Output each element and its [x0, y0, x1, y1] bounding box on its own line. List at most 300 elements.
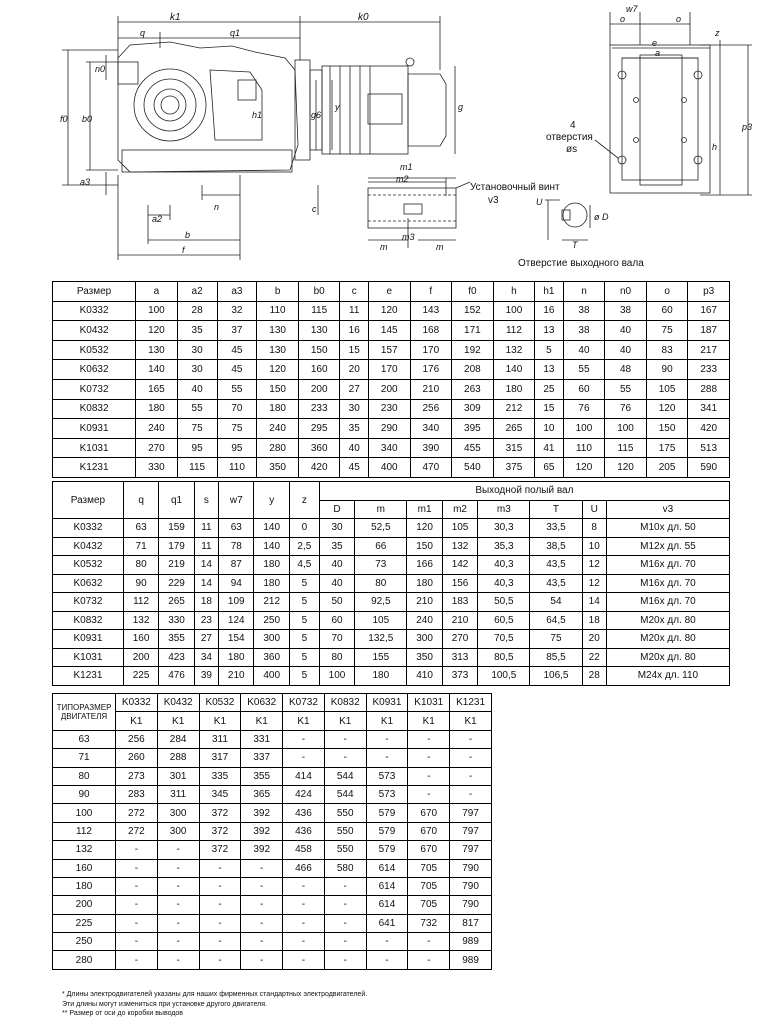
table1-row	[53, 438, 730, 458]
table1-cell: 70	[217, 399, 257, 419]
table2-cell: 78	[219, 537, 254, 556]
table1-cell: 5	[535, 340, 563, 360]
dim-a: a	[655, 48, 661, 58]
table2-cell: 410	[407, 667, 442, 686]
table3-k1-header: K1	[199, 712, 241, 730]
table3-size-header: K0432	[157, 694, 199, 712]
table2-cell: 8	[582, 519, 606, 538]
table1-cell: 10	[535, 419, 563, 439]
table3-row	[53, 841, 492, 859]
table1-cell: 60	[646, 301, 688, 321]
table1-cell: 230	[368, 399, 410, 419]
table2-row	[53, 593, 730, 612]
table3-row	[53, 822, 492, 840]
table3-cell: 132	[53, 841, 116, 859]
table2-cell: 5	[289, 648, 319, 667]
table2-cell: 240	[407, 611, 442, 630]
table2-cell: 73	[355, 556, 407, 575]
table3-cell: 614	[366, 877, 408, 895]
table2-cell: 210	[442, 611, 477, 630]
table1-header-cell: Размер	[53, 282, 136, 302]
table3-cell: 550	[324, 841, 366, 859]
table3-cell: 345	[199, 785, 241, 803]
table3-size-header: K1031	[408, 694, 450, 712]
table3-cell: -	[116, 951, 158, 969]
table3-cell: 670	[408, 822, 450, 840]
table2-cell: 12	[582, 574, 606, 593]
table2-cell: 11	[194, 537, 218, 556]
table3-cell: -	[324, 951, 366, 969]
table2-row	[53, 537, 730, 556]
table1-cell: 208	[452, 360, 494, 380]
table3-cell: -	[366, 730, 408, 748]
table2-cell: 112	[123, 593, 158, 612]
table3-cell: -	[116, 933, 158, 951]
table1-cell: 400	[368, 458, 410, 478]
table2-header-cell: T	[530, 500, 582, 519]
table3-cell: -	[450, 767, 492, 785]
table2-cell: K0832	[53, 611, 124, 630]
table1-cell: 210	[410, 379, 452, 399]
table2-cell: 210	[219, 667, 254, 686]
dim-g: g	[458, 102, 464, 112]
table2-cell: M20x дл. 80	[606, 611, 729, 630]
table3-corner-line-2: ДВИГАТЕЛЯ	[60, 711, 108, 721]
table3-cell: -	[283, 877, 325, 895]
table2-header-cell: U	[582, 500, 606, 519]
footnote-1: * Длины электродвигателей указаны для наших фирменных стандартных электродвигателей.	[62, 991, 368, 998]
table2-cell: 155	[355, 648, 407, 667]
table1-cell: 38	[605, 301, 647, 321]
table3-corner-cell	[53, 694, 116, 731]
table3-cell: -	[366, 933, 408, 951]
table1-cell: 315	[493, 438, 535, 458]
table1-cell: 75	[217, 419, 257, 439]
table1-cell: 340	[410, 419, 452, 439]
table2-header-cell: y	[254, 482, 289, 519]
table1-cell: 180	[136, 399, 178, 419]
table1-header-cell: f0	[452, 282, 494, 302]
table3-cell: -	[408, 749, 450, 767]
table2-cell: 360	[254, 648, 289, 667]
table3-k1-header: K1	[324, 712, 366, 730]
table3-cell: -	[157, 914, 199, 932]
table1-cell: K0832	[53, 399, 136, 419]
dim-a2: a2	[152, 214, 163, 224]
table3-cell: 71	[53, 749, 116, 767]
table2-cell: 120	[407, 519, 442, 538]
table3-cell: 705	[408, 877, 450, 895]
table3-cell: 790	[450, 859, 492, 877]
table3-cell: 544	[324, 767, 366, 785]
table3-cell: 436	[283, 804, 325, 822]
table1-cell: 192	[452, 340, 494, 360]
table3-size-header: K0532	[199, 694, 241, 712]
table2-cell: K0332	[53, 519, 124, 538]
table1-cell: K1231	[53, 458, 136, 478]
table3-cell: 989	[450, 951, 492, 969]
table2-cell: 350	[407, 648, 442, 667]
table2-cell: M20x дл. 80	[606, 648, 729, 667]
table2-cell: 180	[254, 574, 289, 593]
table2-cell: 80	[123, 556, 158, 575]
table1-cell: 120	[605, 458, 647, 478]
motor-length-table	[52, 693, 492, 970]
table2-cell: 300	[254, 630, 289, 649]
table2-cell: M12x дл. 55	[606, 537, 729, 556]
table2-cell: K0931	[53, 630, 124, 649]
table1-cell: 233	[298, 399, 340, 419]
dim-f: f	[182, 245, 185, 255]
table2-cell: 22	[582, 648, 606, 667]
table3-k1-header: K1	[157, 712, 199, 730]
hollow-shaft-section	[368, 188, 456, 228]
table1-header-cell: a3	[217, 282, 257, 302]
table3-row	[53, 859, 492, 877]
table2-cell: 70,5	[478, 630, 530, 649]
table1-cell: 309	[452, 399, 494, 419]
table2-cell: 85,5	[530, 648, 582, 667]
table2-cell: 212	[254, 593, 289, 612]
table3-cell: 790	[450, 877, 492, 895]
table1-header-cell: p3	[688, 282, 730, 302]
table2-cell: 5	[289, 574, 319, 593]
table3-cell: 579	[366, 804, 408, 822]
table2-header-cell: Размер	[53, 482, 124, 519]
table3-cell: -	[157, 877, 199, 895]
table1-cell: 76	[605, 399, 647, 419]
table1-cell: 120	[257, 360, 299, 380]
table3-cell: 392	[241, 841, 283, 859]
table1-cell: 13	[535, 321, 563, 341]
table1-cell: 152	[452, 301, 494, 321]
table2-cell: 71	[123, 537, 158, 556]
table1-cell: K1031	[53, 438, 136, 458]
table3-cell: 732	[408, 914, 450, 932]
table3-cell: 392	[241, 804, 283, 822]
table1-header-cell: c	[340, 282, 368, 302]
dimensions-table-1	[52, 281, 730, 478]
table3-cell: -	[283, 730, 325, 748]
table1-cell: 375	[493, 458, 535, 478]
table3-cell: -	[283, 933, 325, 951]
dim-m-right: m	[436, 242, 444, 252]
table3-row	[53, 804, 492, 822]
table1-cell: K0432	[53, 321, 136, 341]
table1-cell: 40	[563, 340, 605, 360]
table3-cell: 989	[450, 933, 492, 951]
table2-header-cell: q	[123, 482, 158, 519]
table2-cell: 106,5	[530, 667, 582, 686]
footnote-2: Эти длины могут измениться при установке другого двигателя.	[62, 1000, 267, 1008]
table2-header-cell: m	[355, 500, 407, 519]
table1-header-cell: a2	[177, 282, 217, 302]
dim-p3: p3	[742, 122, 753, 132]
table2-cell: 80	[319, 648, 354, 667]
table1-cell: 143	[410, 301, 452, 321]
table2-cell: K0732	[53, 593, 124, 612]
holes-count: 4	[570, 120, 576, 131]
table3-cell: -	[199, 859, 241, 877]
table2-cell: 142	[442, 556, 477, 575]
table3-cell: -	[199, 914, 241, 932]
table2-cell: 132	[123, 611, 158, 630]
table3-row	[53, 933, 492, 951]
table2-cell: 12	[582, 556, 606, 575]
table1-cell: 60	[563, 379, 605, 399]
table1-cell: 330	[136, 458, 178, 478]
table3-cell: 365	[241, 785, 283, 803]
table1-cell: 35	[340, 419, 368, 439]
dimensions-table-2	[52, 481, 730, 686]
table1-cell: 295	[298, 419, 340, 439]
table1-cell: 30	[177, 340, 217, 360]
table3-size-header: K0332	[116, 694, 158, 712]
table1-cell: 115	[605, 438, 647, 458]
table3-cell: 317	[199, 749, 241, 767]
table1-cell: 40	[177, 379, 217, 399]
table3-cell: 573	[366, 767, 408, 785]
table2-cell: 27	[194, 630, 218, 649]
table3-cell: -	[157, 841, 199, 859]
dim-U: U	[536, 197, 543, 207]
table3-cell: -	[324, 730, 366, 748]
table3-cell: -	[241, 951, 283, 969]
table1-cell: 35	[177, 321, 217, 341]
table2-cell: K0432	[53, 537, 124, 556]
table1-cell: 165	[136, 379, 178, 399]
table3-cell: 670	[408, 841, 450, 859]
table2-cell: 30,3	[478, 519, 530, 538]
table3-row	[53, 749, 492, 767]
table3-cell: 250	[53, 933, 116, 951]
table1-cell: 540	[452, 458, 494, 478]
table1-cell: 110	[563, 438, 605, 458]
table1-cell: 100	[136, 301, 178, 321]
table1-row	[53, 458, 730, 478]
table1-cell: 470	[410, 458, 452, 478]
table2-cell: 10	[582, 537, 606, 556]
table2-cell: 5	[289, 611, 319, 630]
table3-cell: -	[116, 896, 158, 914]
table2-cell: 423	[159, 648, 194, 667]
table3-cell: 256	[116, 730, 158, 748]
table2-cell: 14	[194, 574, 218, 593]
table3-cell: -	[283, 749, 325, 767]
table1-cell: 170	[368, 360, 410, 380]
table3-cell: -	[408, 767, 450, 785]
table3-row	[53, 877, 492, 895]
table1-cell: 150	[646, 419, 688, 439]
table1-cell: 11	[340, 301, 368, 321]
table2-cell: 35,3	[478, 537, 530, 556]
table2-cell: 40	[319, 556, 354, 575]
table2-cell: 50	[319, 593, 354, 612]
table1-cell: 112	[493, 321, 535, 341]
side-view-outline	[610, 45, 710, 193]
table2-cell: 14	[194, 556, 218, 575]
dim-q1: q1	[230, 28, 241, 38]
table1-cell: 15	[535, 399, 563, 419]
table1-cell: 263	[452, 379, 494, 399]
table2-cell: 40,3	[478, 556, 530, 575]
table1-cell: 256	[410, 399, 452, 419]
table3-cell: 550	[324, 822, 366, 840]
table3-cell: -	[324, 749, 366, 767]
table1-cell: 168	[410, 321, 452, 341]
table3-cell: -	[199, 896, 241, 914]
dim-oD: ø D	[594, 212, 609, 222]
dim-k1: k1	[170, 12, 181, 23]
table3-size-header: K0732	[283, 694, 325, 712]
table1-cell: 40	[340, 438, 368, 458]
dim-m3: m3	[402, 232, 415, 242]
table2-cell: M16x дл. 70	[606, 574, 729, 593]
table2-cell: 100	[319, 667, 354, 686]
table2-cell: 50,5	[478, 593, 530, 612]
table1-cell: 38	[563, 301, 605, 321]
table1-cell: 38	[563, 321, 605, 341]
table3-cell: 579	[366, 822, 408, 840]
dim-n0: n0	[95, 64, 106, 74]
table2-cell: 43,5	[530, 556, 582, 575]
table1-row	[53, 301, 730, 321]
table2-cell: 270	[442, 630, 477, 649]
table1-cell: 240	[136, 419, 178, 439]
table2-cell: 60	[319, 611, 354, 630]
table2-cell: 43,5	[530, 574, 582, 593]
table1-cell: 180	[257, 399, 299, 419]
table1-header-cell: b0	[298, 282, 340, 302]
table2-cell: 105	[355, 611, 407, 630]
table1-cell: 27	[340, 379, 368, 399]
table2-cell: 250	[254, 611, 289, 630]
table3-cell: 272	[116, 822, 158, 840]
table2-cell: M16x дл. 70	[606, 556, 729, 575]
table1-cell: K0332	[53, 301, 136, 321]
table1-cell: K0532	[53, 340, 136, 360]
table2-cell: 159	[159, 519, 194, 538]
table3-cell: 260	[116, 749, 158, 767]
table3-cell: 311	[199, 730, 241, 748]
table1-cell: 75	[177, 419, 217, 439]
dim-o-left: o	[620, 14, 626, 24]
dim-g6: g6	[311, 110, 322, 120]
table3-cell: -	[199, 951, 241, 969]
dim-b0: b0	[82, 114, 93, 124]
table2-header-cell: q1	[159, 482, 194, 519]
dim-n: n	[214, 202, 220, 212]
table2-cell: 180	[254, 556, 289, 575]
table1-cell: 130	[257, 340, 299, 360]
table3-cell: 550	[324, 804, 366, 822]
table1-cell: 95	[177, 438, 217, 458]
dim-o-right: o	[676, 14, 682, 24]
table3-cell: 372	[199, 804, 241, 822]
table3-cell: 458	[283, 841, 325, 859]
table1-cell: 45	[340, 458, 368, 478]
table2-cell: 0	[289, 519, 319, 538]
table1-cell: 32	[217, 301, 257, 321]
table3-cell: 790	[450, 896, 492, 914]
table2-row	[53, 574, 730, 593]
table1-cell: 170	[410, 340, 452, 360]
table2-cell: 18	[582, 611, 606, 630]
table1-cell: 217	[688, 340, 730, 360]
table2-cell: 80	[355, 574, 407, 593]
table1-cell: 65	[535, 458, 563, 478]
table3-row	[53, 730, 492, 748]
table1-cell: 171	[452, 321, 494, 341]
table2-cell: 140	[254, 537, 289, 556]
table3-row	[53, 767, 492, 785]
table2-group-header: Выходной полый вал	[319, 482, 729, 501]
table2-header-cell: m1	[407, 500, 442, 519]
table1-header-cell: h1	[535, 282, 563, 302]
table1-cell: 350	[257, 458, 299, 478]
table3-cell: 331	[241, 730, 283, 748]
table1-cell: 90	[646, 360, 688, 380]
table3-cell: -	[157, 859, 199, 877]
table1-cell: 20	[340, 360, 368, 380]
table1-row	[53, 399, 730, 419]
table1-cell: 513	[688, 438, 730, 458]
table2-cell: 14	[582, 593, 606, 612]
table2-cell: 52,5	[355, 519, 407, 538]
table2-cell: 5	[289, 630, 319, 649]
table1-cell: 200	[368, 379, 410, 399]
table2-row	[53, 556, 730, 575]
table1-cell: K0931	[53, 419, 136, 439]
table3-cell: 180	[53, 877, 116, 895]
table3-cell: 614	[366, 896, 408, 914]
table2-cell: 109	[219, 593, 254, 612]
table1-cell: 167	[688, 301, 730, 321]
table1-cell: 176	[410, 360, 452, 380]
table1-row	[53, 379, 730, 399]
table3-size-header: K0832	[324, 694, 366, 712]
table1-header-cell: h	[493, 282, 535, 302]
table3-cell: 300	[157, 804, 199, 822]
table3-cell: -	[450, 785, 492, 803]
table1-cell: 200	[298, 379, 340, 399]
table2-cell: 132	[442, 537, 477, 556]
table2-row	[53, 648, 730, 667]
table1-cell: 120	[563, 458, 605, 478]
table1-cell: 132	[493, 340, 535, 360]
table2-cell: 400	[254, 667, 289, 686]
table2-cell: 105	[442, 519, 477, 538]
dim-T: T	[572, 240, 578, 250]
table1-row	[53, 360, 730, 380]
table2-cell: 100,5	[478, 667, 530, 686]
table3-cell: 580	[324, 859, 366, 877]
table2-header-row	[53, 482, 730, 501]
table3-cell: 280	[53, 951, 116, 969]
table1-cell: 28	[177, 301, 217, 321]
table3-k1-header: K1	[116, 712, 158, 730]
table2-row	[53, 630, 730, 649]
table2-cell: 300	[407, 630, 442, 649]
table2-cell: 313	[442, 648, 477, 667]
table1-cell: 590	[688, 458, 730, 478]
table1-cell: 55	[217, 379, 257, 399]
table1-header-cell: o	[646, 282, 688, 302]
table1-header-cell: n	[563, 282, 605, 302]
table3-cell: -	[450, 749, 492, 767]
table2-cell: K1031	[53, 648, 124, 667]
table1-cell: 76	[563, 399, 605, 419]
